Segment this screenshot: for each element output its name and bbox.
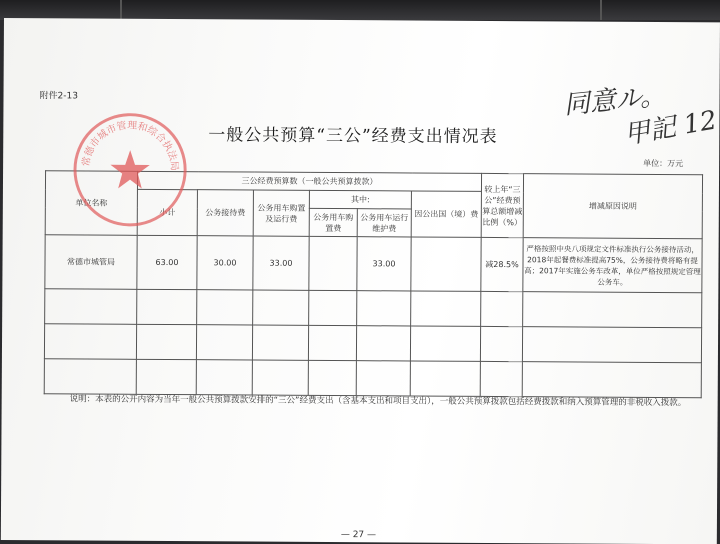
- document-page: [1, 18, 720, 544]
- table-row: [45, 289, 702, 328]
- header-unit-name: 单位名称: [45, 171, 137, 236]
- cell-vehicle-maint: 33.00: [357, 237, 411, 291]
- empty-cell: [196, 360, 252, 395]
- cell-vehicle-purchase: [309, 236, 357, 290]
- header-vehicle-purchase: 公务用车购置费: [309, 208, 357, 236]
- header-vehicle-maint: 公务用车运行维护费: [357, 209, 411, 237]
- empty-cell: [197, 290, 253, 325]
- cell-unit: 常德市城管局: [45, 235, 137, 290]
- empty-cell: [410, 361, 480, 396]
- empty-cell: [481, 291, 523, 326]
- cell-subtotal: 63.00: [137, 235, 197, 289]
- empty-cell: [309, 290, 357, 325]
- empty-cell: [136, 324, 196, 359]
- header-vehicle: 公务用车购置及运行费: [253, 190, 309, 236]
- handwritten-signature: 同意ル。: [562, 80, 667, 121]
- handwritten-signature: 甲記 12: [621, 105, 719, 151]
- clip-edge: [120, 0, 122, 20]
- empty-cell: [44, 324, 136, 360]
- empty-cell: [252, 360, 308, 395]
- empty-cell: [410, 326, 480, 361]
- empty-cell: [480, 361, 522, 396]
- empty-cell: [253, 290, 309, 325]
- cell-vehicle: 33.00: [253, 236, 309, 290]
- page-title: 一般公共预算“三公”经费支出情况表: [208, 125, 498, 148]
- table-row: [45, 235, 702, 293]
- empty-cell: [522, 327, 701, 363]
- empty-cell: [137, 289, 197, 324]
- empty-cell: [136, 359, 196, 394]
- empty-cell: [357, 291, 411, 326]
- header-group: 三公经费预算数（一般公共预算拨款）: [137, 171, 481, 191]
- table-note: 说明：本表的公开内容为当年一般公共预算拨款安排的“三公”经费支出（含基本支出和项目支出），一般公共预算拨款包括经费拨款和纳入预算管理的非税收入拨款。: [69, 394, 687, 409]
- clip-edge: [600, 0, 602, 20]
- header-reception: 公务接待费: [197, 190, 253, 236]
- header-abroad: 因公出国（境）费: [411, 191, 481, 237]
- empty-cell: [480, 326, 522, 361]
- cell-reason: 严格按照中央八项规定文件标准执行公务接待活动，2018年起餐费标准提高75%，公务接待费将略有提高；2017年实施公务车改革，单位严格按照规定管理公务车。: [523, 238, 702, 293]
- empty-cell: [356, 326, 410, 361]
- empty-cell: [44, 359, 136, 395]
- official-stamp: [71, 110, 190, 229]
- empty-cell: [356, 361, 410, 396]
- empty-cell: [308, 325, 356, 360]
- page-number: — 27 —: [340, 530, 377, 541]
- empty-cell: [252, 325, 308, 360]
- cell-abroad: [411, 237, 481, 291]
- unit-label: 单位：万元: [643, 158, 684, 169]
- header-subtotal: 小计: [137, 189, 197, 235]
- header-reason: 增减原因说明: [523, 174, 702, 239]
- table-row: [44, 324, 701, 363]
- header-subgroup: 其中:: [309, 190, 411, 209]
- table-row: [44, 359, 701, 398]
- empty-cell: [523, 292, 702, 328]
- empty-cell: [411, 291, 481, 326]
- empty-cell: [45, 289, 137, 325]
- annex-label: 附件2-13: [39, 91, 78, 102]
- cell-change: 减28.5%: [481, 237, 523, 291]
- clipboard-top: [0, 0, 720, 20]
- empty-cell: [522, 362, 701, 398]
- empty-cell: [196, 325, 252, 360]
- stamp-text: 常德市城市管理和综合执法局: [80, 120, 180, 172]
- cell-reception: 30.00: [197, 236, 253, 290]
- header-change: 较上年“三公”经费预算总额增减比例（%）: [481, 173, 523, 237]
- empty-cell: [308, 360, 356, 395]
